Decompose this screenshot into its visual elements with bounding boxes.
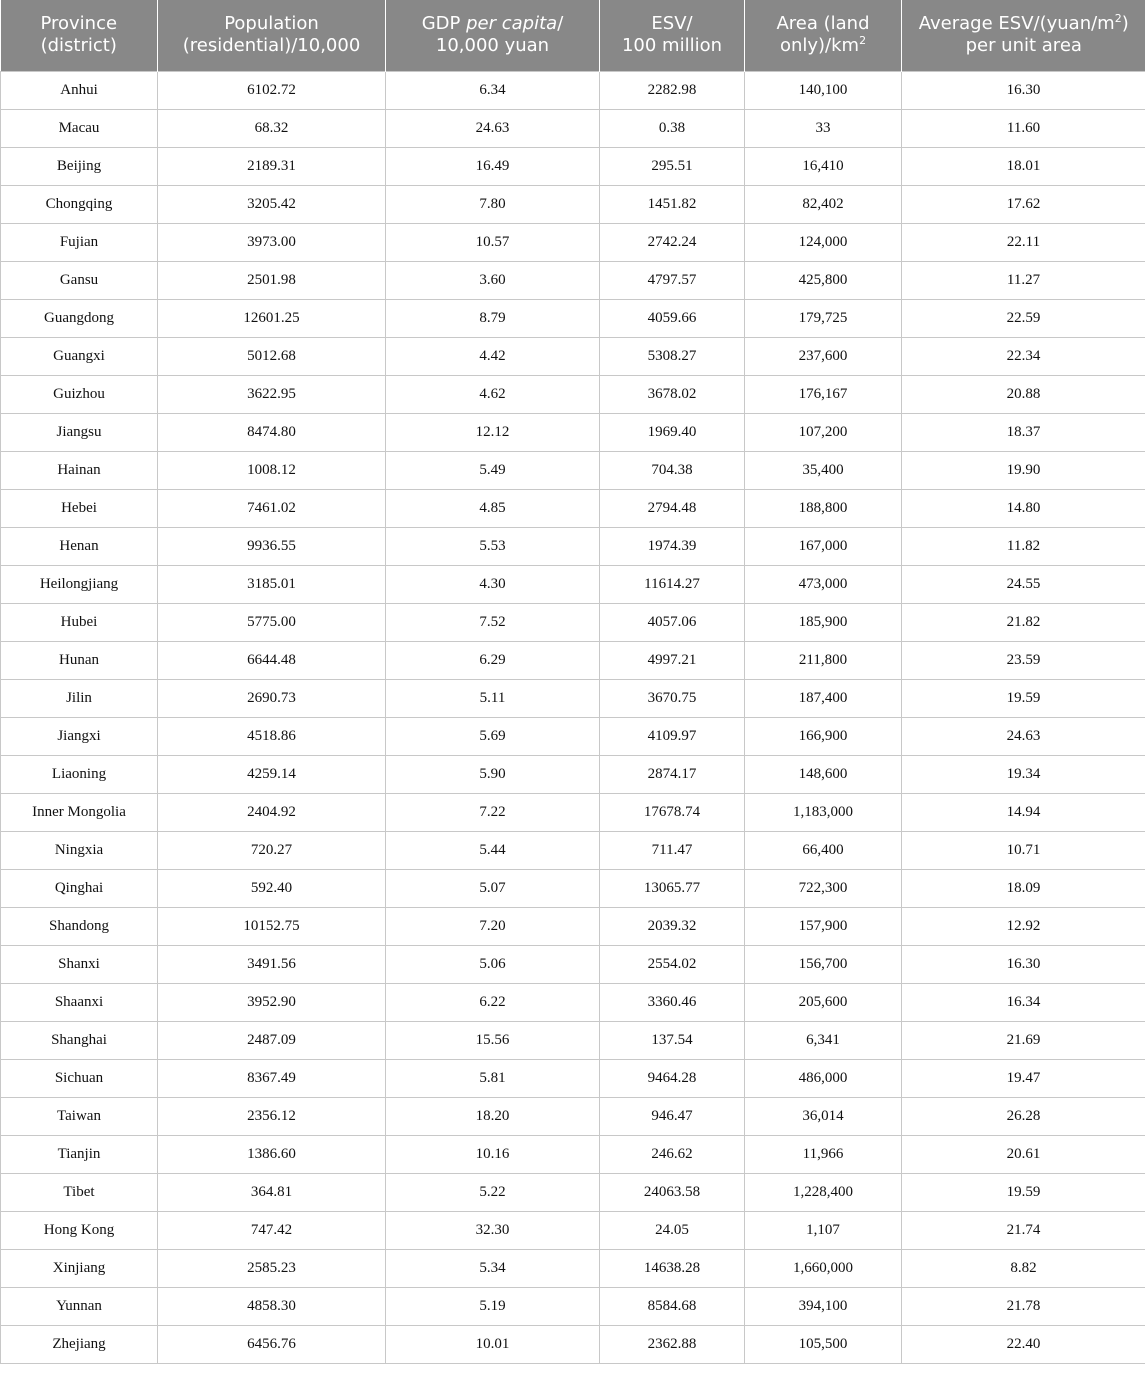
cell-average-esv: 23.59	[902, 641, 1145, 679]
cell-esv: 1451.82	[600, 185, 745, 223]
cell-average-esv: 21.82	[902, 603, 1145, 641]
cell-average-esv: 19.34	[902, 755, 1145, 793]
cell-gdp-per-capita: 7.22	[386, 793, 600, 831]
cell-area: 107,200	[745, 413, 902, 451]
cell-gdp-per-capita: 5.53	[386, 527, 600, 565]
table-row	[1, 185, 1145, 223]
table-row	[1, 1173, 1145, 1211]
cell-province: Hunan	[1, 641, 158, 679]
cell-province: Taiwan	[1, 1097, 158, 1135]
cell-gdp-per-capita: 7.80	[386, 185, 600, 223]
cell-gdp-per-capita: 5.81	[386, 1059, 600, 1097]
cell-province: Ningxia	[1, 831, 158, 869]
cell-population: 2585.23	[158, 1249, 386, 1287]
cell-area: 188,800	[745, 489, 902, 527]
cell-area: 211,800	[745, 641, 902, 679]
cell-province: Shanghai	[1, 1021, 158, 1059]
cell-area: 205,600	[745, 983, 902, 1021]
cell-gdp-per-capita: 32.30	[386, 1211, 600, 1249]
cell-population: 3952.90	[158, 983, 386, 1021]
cell-population: 68.32	[158, 109, 386, 147]
cell-average-esv: 16.34	[902, 983, 1145, 1021]
cell-area: 124,000	[745, 223, 902, 261]
cell-gdp-per-capita: 5.19	[386, 1287, 600, 1325]
cell-average-esv: 19.47	[902, 1059, 1145, 1097]
cell-gdp-per-capita: 12.12	[386, 413, 600, 451]
cell-esv: 13065.77	[600, 869, 745, 907]
cell-average-esv: 26.28	[902, 1097, 1145, 1135]
cell-area: 179,725	[745, 299, 902, 337]
cell-esv: 14638.28	[600, 1249, 745, 1287]
cell-gdp-per-capita: 5.07	[386, 869, 600, 907]
cell-population: 1008.12	[158, 451, 386, 489]
cell-gdp-per-capita: 5.69	[386, 717, 600, 755]
cell-esv: 1974.39	[600, 527, 745, 565]
cell-area: 1,228,400	[745, 1173, 902, 1211]
cell-province: Guangdong	[1, 299, 158, 337]
cell-population: 4858.30	[158, 1287, 386, 1325]
cell-province: Shandong	[1, 907, 158, 945]
cell-province: Qinghai	[1, 869, 158, 907]
cell-average-esv: 21.69	[902, 1021, 1145, 1059]
cell-population: 2189.31	[158, 147, 386, 185]
table-row	[1, 679, 1145, 717]
cell-area: 167,000	[745, 527, 902, 565]
cell-population: 1386.60	[158, 1135, 386, 1173]
cell-population: 5012.68	[158, 337, 386, 375]
cell-area: 157,900	[745, 907, 902, 945]
cell-average-esv: 14.80	[902, 489, 1145, 527]
cell-area: 237,600	[745, 337, 902, 375]
cell-population: 3205.42	[158, 185, 386, 223]
cell-population: 6102.72	[158, 71, 386, 109]
cell-average-esv: 18.09	[902, 869, 1145, 907]
cell-average-esv: 17.62	[902, 185, 1145, 223]
cell-area: 140,100	[745, 71, 902, 109]
cell-province: Xinjiang	[1, 1249, 158, 1287]
cell-gdp-per-capita: 10.01	[386, 1325, 600, 1363]
cell-population: 3973.00	[158, 223, 386, 261]
cell-population: 592.40	[158, 869, 386, 907]
cell-area: 33	[745, 109, 902, 147]
cell-province: Shaanxi	[1, 983, 158, 1021]
table-row	[1, 375, 1145, 413]
cell-province: Hubei	[1, 603, 158, 641]
cell-area: 148,600	[745, 755, 902, 793]
cell-population: 2501.98	[158, 261, 386, 299]
table-row	[1, 223, 1145, 261]
cell-population: 9936.55	[158, 527, 386, 565]
cell-province: Heilongjiang	[1, 565, 158, 603]
header-average-esv: Average ESV/$(yuan/m^2)$ per unit area	[902, 0, 1145, 71]
cell-gdp-per-capita: 6.22	[386, 983, 600, 1021]
cell-population: 720.27	[158, 831, 386, 869]
table-header-row	[1, 0, 1145, 71]
table-row	[1, 299, 1145, 337]
cell-population: 10152.75	[158, 907, 386, 945]
cell-gdp-per-capita: 5.90	[386, 755, 600, 793]
cell-esv: 3360.46	[600, 983, 745, 1021]
cell-population: 2487.09	[158, 1021, 386, 1059]
cell-average-esv: 22.11	[902, 223, 1145, 261]
table-row	[1, 831, 1145, 869]
cell-gdp-per-capita: 10.16	[386, 1135, 600, 1173]
cell-population: 4518.86	[158, 717, 386, 755]
cell-area: 176,167	[745, 375, 902, 413]
cell-province: Liaoning	[1, 755, 158, 793]
cell-esv: 24.05	[600, 1211, 745, 1249]
cell-province: Fujian	[1, 223, 158, 261]
cell-gdp-per-capita: 5.44	[386, 831, 600, 869]
cell-province: Anhui	[1, 71, 158, 109]
cell-population: 6644.48	[158, 641, 386, 679]
cell-area: 486,000	[745, 1059, 902, 1097]
cell-province: Jiangsu	[1, 413, 158, 451]
cell-gdp-per-capita: 8.79	[386, 299, 600, 337]
cell-average-esv: 22.34	[902, 337, 1145, 375]
table-row	[1, 945, 1145, 983]
table-row	[1, 793, 1145, 831]
cell-esv: 11614.27	[600, 565, 745, 603]
cell-population: 6456.76	[158, 1325, 386, 1363]
cell-area: 82,402	[745, 185, 902, 223]
cell-average-esv: 11.60	[902, 109, 1145, 147]
cell-average-esv: 11.27	[902, 261, 1145, 299]
header-province: Province (district)	[1, 0, 158, 71]
table-row	[1, 489, 1145, 527]
cell-population: 7461.02	[158, 489, 386, 527]
cell-area: 35,400	[745, 451, 902, 489]
header-area: Area (land $only)/km^2$	[745, 0, 902, 71]
cell-average-esv: 20.88	[902, 375, 1145, 413]
cell-average-esv: 21.78	[902, 1287, 1145, 1325]
cell-esv: 137.54	[600, 1021, 745, 1059]
cell-gdp-per-capita: 24.63	[386, 109, 600, 147]
cell-esv: 2874.17	[600, 755, 745, 793]
header-gdp-per-capita: GDP per capita/ 10,000 yuan	[386, 0, 600, 71]
table-row	[1, 1097, 1145, 1135]
cell-esv: 4997.21	[600, 641, 745, 679]
cell-gdp-per-capita: 10.57	[386, 223, 600, 261]
cell-esv: 5308.27	[600, 337, 745, 375]
cell-esv: 711.47	[600, 831, 745, 869]
cell-area: 6,341	[745, 1021, 902, 1059]
cell-area: 473,000	[745, 565, 902, 603]
cell-population: 3622.95	[158, 375, 386, 413]
cell-province: Beijing	[1, 147, 158, 185]
table-row	[1, 71, 1145, 109]
cell-area: 722,300	[745, 869, 902, 907]
cell-area: 105,500	[745, 1325, 902, 1363]
cell-gdp-per-capita: 18.20	[386, 1097, 600, 1135]
cell-province: Yunnan	[1, 1287, 158, 1325]
table-row	[1, 907, 1145, 945]
cell-esv: 246.62	[600, 1135, 745, 1173]
table-body	[1, 71, 1145, 1363]
cell-province: Tianjin	[1, 1135, 158, 1173]
cell-esv: 2362.88	[600, 1325, 745, 1363]
cell-average-esv: 20.61	[902, 1135, 1145, 1173]
table-row	[1, 641, 1145, 679]
cell-average-esv: 8.82	[902, 1249, 1145, 1287]
cell-population: 5775.00	[158, 603, 386, 641]
table-row	[1, 451, 1145, 489]
cell-population: 3185.01	[158, 565, 386, 603]
cell-average-esv: 19.90	[902, 451, 1145, 489]
cell-area: 187,400	[745, 679, 902, 717]
cell-population: 2404.92	[158, 793, 386, 831]
cell-gdp-per-capita: 4.42	[386, 337, 600, 375]
cell-esv: 24063.58	[600, 1173, 745, 1211]
cell-province: Guangxi	[1, 337, 158, 375]
table-row	[1, 869, 1145, 907]
cell-population: 8474.80	[158, 413, 386, 451]
cell-population: 747.42	[158, 1211, 386, 1249]
cell-esv: 0.38	[600, 109, 745, 147]
cell-area: 425,800	[745, 261, 902, 299]
cell-province: Inner Mongolia	[1, 793, 158, 831]
cell-average-esv: 22.40	[902, 1325, 1145, 1363]
cell-average-esv: 22.59	[902, 299, 1145, 337]
cell-average-esv: 21.74	[902, 1211, 1145, 1249]
cell-esv: 3678.02	[600, 375, 745, 413]
cell-esv: 4109.97	[600, 717, 745, 755]
cell-gdp-per-capita: 5.06	[386, 945, 600, 983]
header-esv: ESV/ 100 million	[600, 0, 745, 71]
cell-area: 66,400	[745, 831, 902, 869]
cell-area: 11,966	[745, 1135, 902, 1173]
table-row	[1, 1211, 1145, 1249]
cell-esv: 295.51	[600, 147, 745, 185]
cell-esv: 4797.57	[600, 261, 745, 299]
cell-esv: 4059.66	[600, 299, 745, 337]
cell-gdp-per-capita: 7.20	[386, 907, 600, 945]
cell-esv: 2554.02	[600, 945, 745, 983]
table-row	[1, 527, 1145, 565]
cell-esv: 17678.74	[600, 793, 745, 831]
cell-average-esv: 24.63	[902, 717, 1145, 755]
cell-area: 36,014	[745, 1097, 902, 1135]
cell-population: 4259.14	[158, 755, 386, 793]
cell-area: 1,107	[745, 1211, 902, 1249]
cell-province: Guizhou	[1, 375, 158, 413]
table-row	[1, 337, 1145, 375]
cell-esv: 1969.40	[600, 413, 745, 451]
cell-average-esv: 19.59	[902, 1173, 1145, 1211]
cell-population: 2690.73	[158, 679, 386, 717]
table-row	[1, 413, 1145, 451]
cell-average-esv: 19.59	[902, 679, 1145, 717]
cell-gdp-per-capita: 3.60	[386, 261, 600, 299]
cell-province: Sichuan	[1, 1059, 158, 1097]
cell-area: 16,410	[745, 147, 902, 185]
cell-average-esv: 18.37	[902, 413, 1145, 451]
table-row	[1, 983, 1145, 1021]
cell-gdp-per-capita: 15.56	[386, 1021, 600, 1059]
table-row	[1, 1249, 1145, 1287]
cell-esv: 3670.75	[600, 679, 745, 717]
table-row	[1, 755, 1145, 793]
cell-population: 12601.25	[158, 299, 386, 337]
cell-esv: 2794.48	[600, 489, 745, 527]
cell-province: Chongqing	[1, 185, 158, 223]
cell-average-esv: 16.30	[902, 71, 1145, 109]
cell-province: Hainan	[1, 451, 158, 489]
cell-gdp-per-capita: 4.85	[386, 489, 600, 527]
cell-population: 364.81	[158, 1173, 386, 1211]
cell-province: Jilin	[1, 679, 158, 717]
cell-area: 1,183,000	[745, 793, 902, 831]
cell-average-esv: 14.94	[902, 793, 1145, 831]
cell-province: Henan	[1, 527, 158, 565]
table-row	[1, 1021, 1145, 1059]
cell-area: 166,900	[745, 717, 902, 755]
table-row	[1, 147, 1145, 185]
cell-province: Zhejiang	[1, 1325, 158, 1363]
cell-gdp-per-capita: 5.49	[386, 451, 600, 489]
table-row	[1, 109, 1145, 147]
cell-esv: 9464.28	[600, 1059, 745, 1097]
cell-average-esv: 16.30	[902, 945, 1145, 983]
cell-average-esv: 24.55	[902, 565, 1145, 603]
cell-province: Jiangxi	[1, 717, 158, 755]
table-row	[1, 717, 1145, 755]
table-row	[1, 1325, 1145, 1363]
table-row	[1, 1287, 1145, 1325]
cell-esv: 2282.98	[600, 71, 745, 109]
cell-average-esv: 11.82	[902, 527, 1145, 565]
cell-gdp-per-capita: 5.22	[386, 1173, 600, 1211]
cell-gdp-per-capita: 7.52	[386, 603, 600, 641]
cell-population: 8367.49	[158, 1059, 386, 1097]
cell-average-esv: 18.01	[902, 147, 1145, 185]
cell-province: Tibet	[1, 1173, 158, 1211]
cell-esv: 8584.68	[600, 1287, 745, 1325]
table-row	[1, 565, 1145, 603]
cell-province: Gansu	[1, 261, 158, 299]
cell-province: Hebei	[1, 489, 158, 527]
cell-area: 185,900	[745, 603, 902, 641]
cell-area: 394,100	[745, 1287, 902, 1325]
header-population: Population (residential)/10,000	[158, 0, 386, 71]
cell-esv: 2742.24	[600, 223, 745, 261]
cell-gdp-per-capita: 5.11	[386, 679, 600, 717]
cell-gdp-per-capita: 5.34	[386, 1249, 600, 1287]
table-row	[1, 1059, 1145, 1097]
cell-population: 2356.12	[158, 1097, 386, 1135]
cell-gdp-per-capita: 16.49	[386, 147, 600, 185]
cell-area: 1,660,000	[745, 1249, 902, 1287]
cell-gdp-per-capita: 6.29	[386, 641, 600, 679]
cell-esv: 2039.32	[600, 907, 745, 945]
cell-province: Hong Kong	[1, 1211, 158, 1249]
cell-province: Macau	[1, 109, 158, 147]
cell-average-esv: 12.92	[902, 907, 1145, 945]
cell-population: 3491.56	[158, 945, 386, 983]
cell-esv: 946.47	[600, 1097, 745, 1135]
cell-esv: 4057.06	[600, 603, 745, 641]
cell-gdp-per-capita: 4.62	[386, 375, 600, 413]
cell-province: Shanxi	[1, 945, 158, 983]
table-row	[1, 261, 1145, 299]
cell-gdp-per-capita: 6.34	[386, 71, 600, 109]
table-row	[1, 1135, 1145, 1173]
cell-average-esv: 10.71	[902, 831, 1145, 869]
cell-esv: 704.38	[600, 451, 745, 489]
cell-area: 156,700	[745, 945, 902, 983]
table-row	[1, 603, 1145, 641]
cell-gdp-per-capita: 4.30	[386, 565, 600, 603]
